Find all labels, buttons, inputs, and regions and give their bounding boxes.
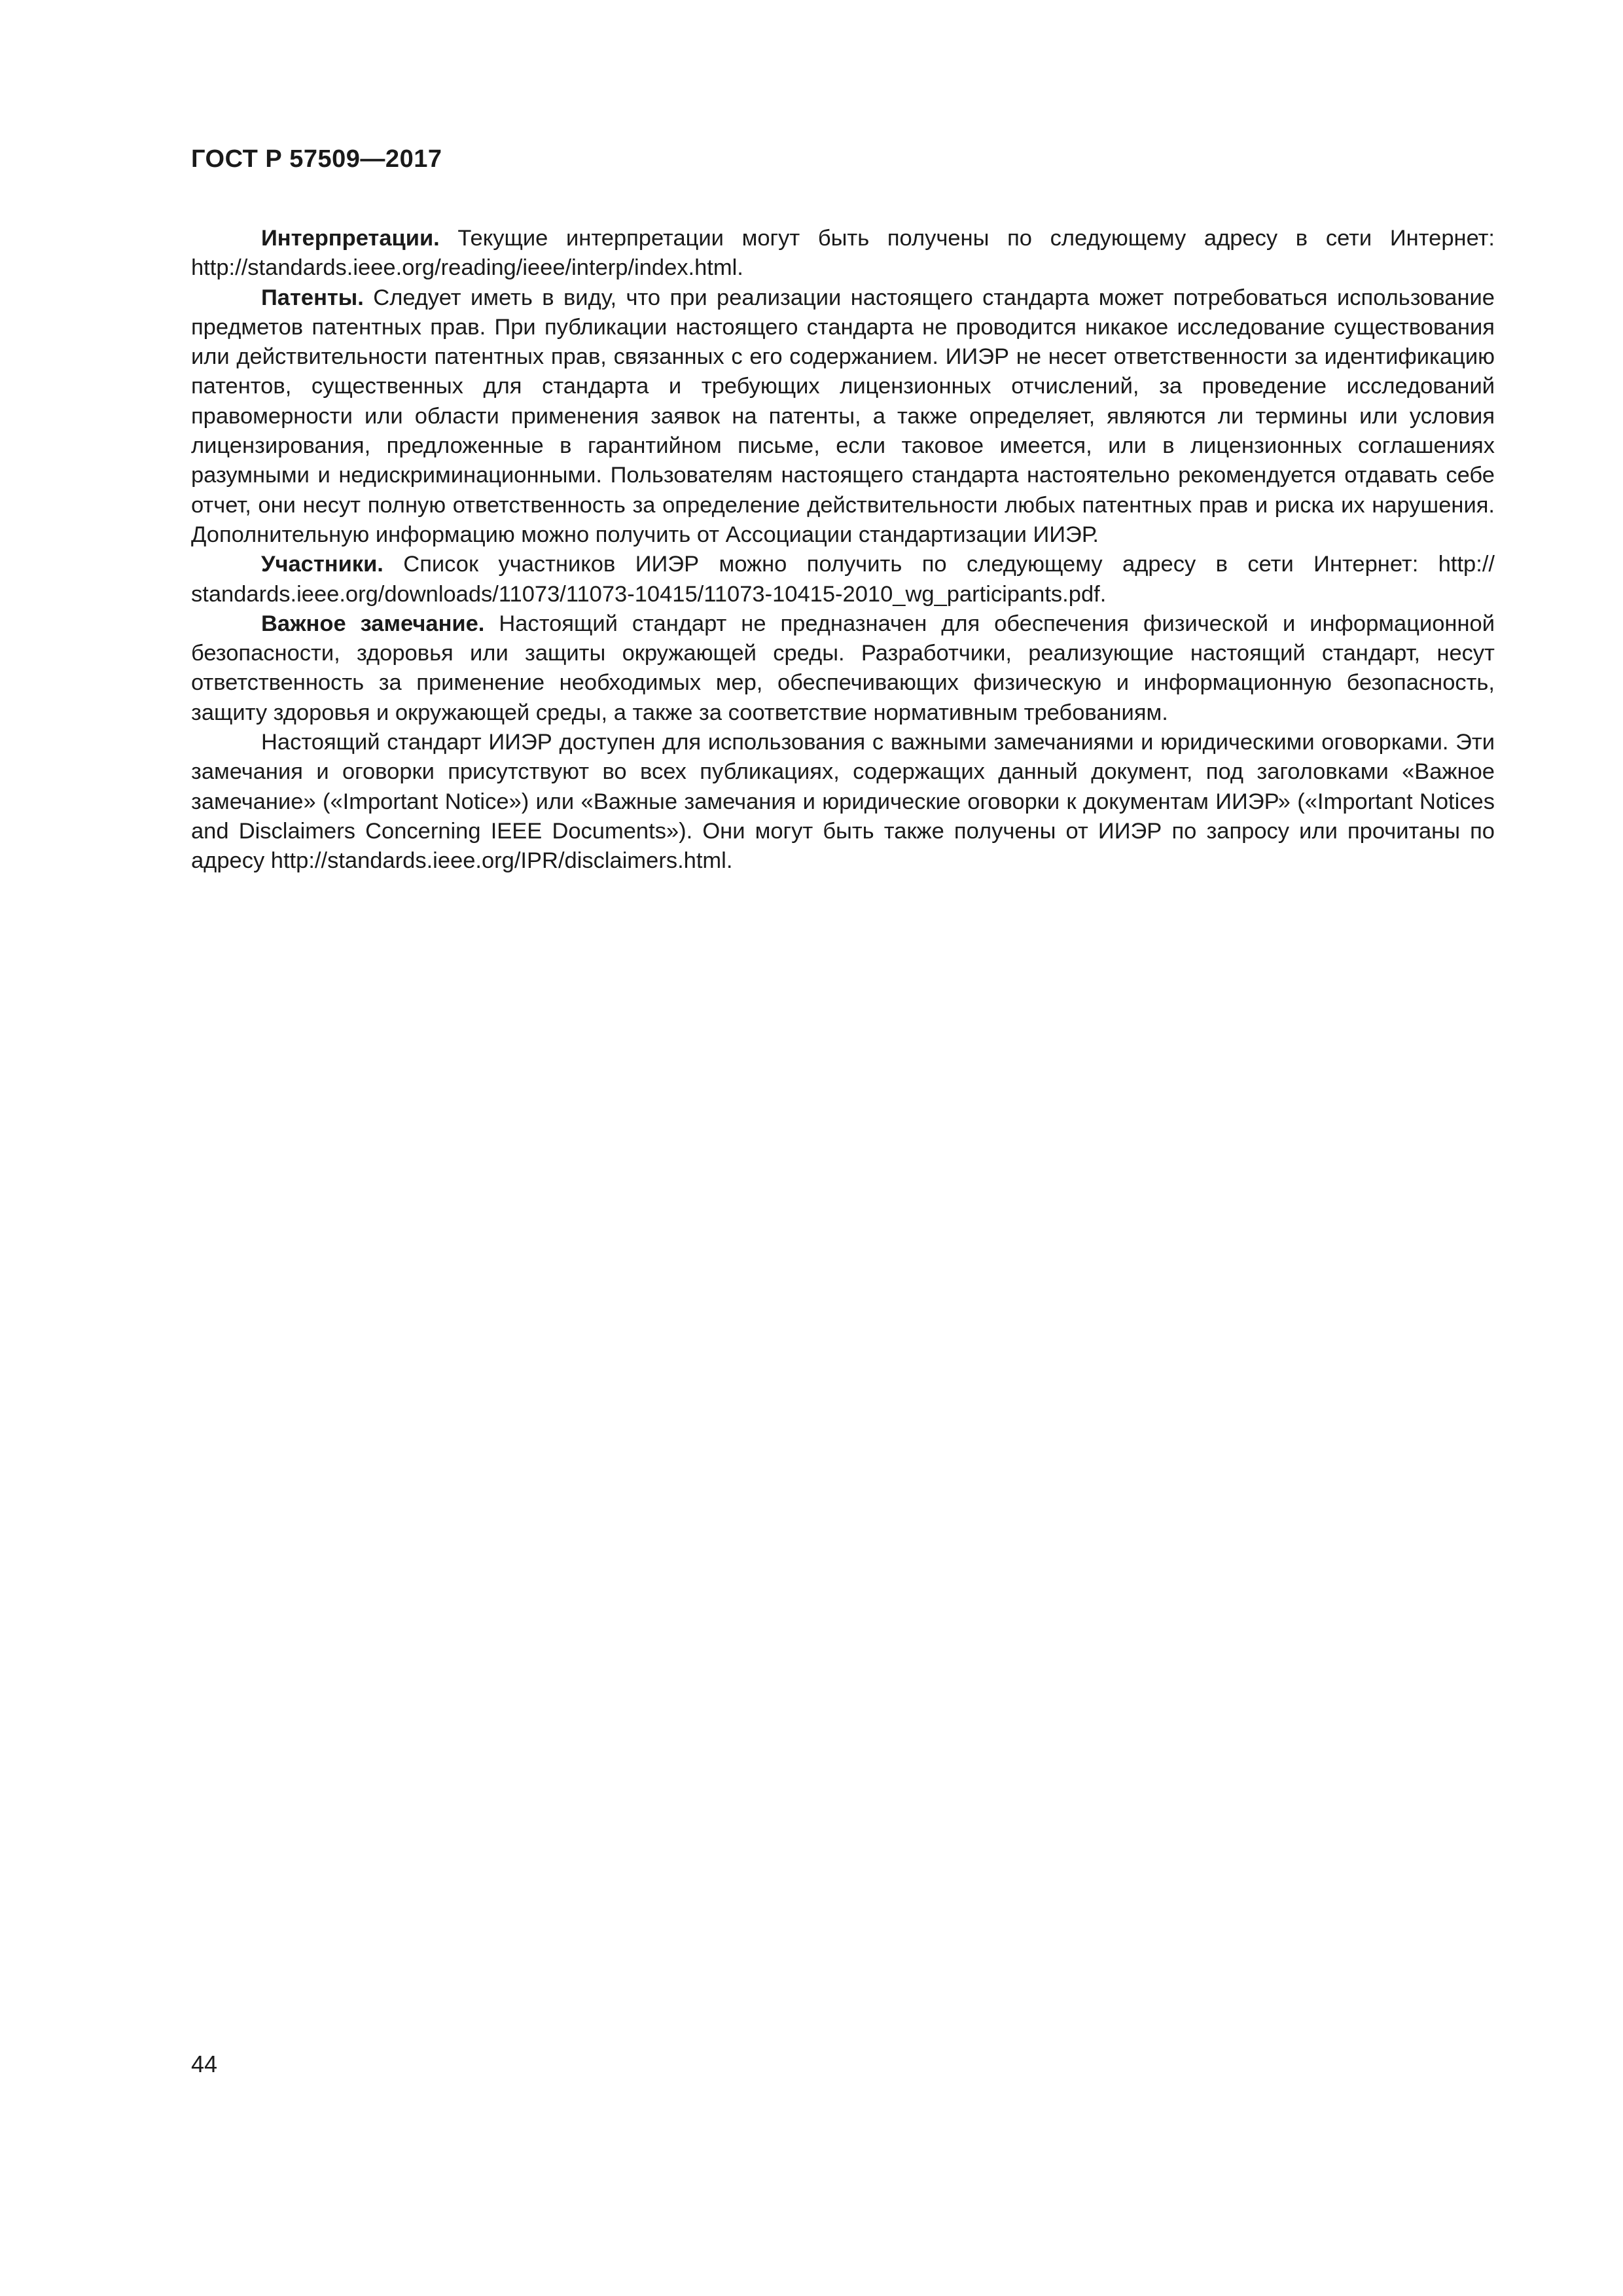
paragraph-lead: Патенты.: [261, 285, 364, 310]
paragraph-text: Следует иметь в виду, что при реализации настоящего стандарта может потребоваться использование предметов патентных прав. При публикации настоящего стандарта не проводится никакое исследование существования или действительности патентных прав, связанных с его содержанием. ИИЭР не несет ответственности за идентификацию патентов, существенных для стандарта и требующих лицензионных отчислений, за проведение исследований правомерности или области применения заявок на патенты, а также определяет, являются ли термины или условия лицензирования, предложенные в гарантийном письме, если таковое имеется, или в лицензионных соглашениях разумными и недискриминационными. Пользователям настоящего стандарта настоятельно рекомендуется отдавать себе отчет, они несут полную ответственность за определение действительности любых патентных прав и риска их нарушения. Дополнительную информацию можно получить от Ассоциации стандартизации ИИЭР.: [191, 285, 1495, 547]
paragraph-lead: Интерпретации.: [261, 226, 440, 251]
paragraph-lead: Важное замечание.: [261, 611, 485, 636]
paragraph-disclaimers: [191, 728, 1495, 876]
page-number: 44: [191, 2051, 218, 2077]
document-body: [191, 224, 1495, 876]
paragraph-interpretations: [191, 224, 1495, 283]
paragraph-text: Настоящий стандарт ИИЭР доступен для использования с важными замечаниями и юридическими оговорками. Эти замечания и оговорки присутствуют во всех публикациях, содержащих данный документ, под заголовками «Важное замечание» («Important Notice») или «Важные замечания и юридические оговорки к документам ИИЭР» («Important Notices and Disclaimers Concerning IEEE Documents»). Они могут быть также получены от ИИЭР по запросу или прочитаны по адресу http://standards.ieee.org/IPR/disclaimers.html.: [191, 730, 1495, 874]
document-code-header: ГОСТ Р 57509—2017: [191, 145, 442, 173]
paragraph-important-notice: [191, 609, 1495, 728]
paragraph-lead: Участники.: [261, 552, 383, 577]
paragraph-text: Список участников ИИЭР можно получить по следующему адресу в сети Интернет: http:// standards.ieee.org/downloads/11073/11073-10415/11073-10415-2010_wg_participants.pdf.: [191, 552, 1495, 607]
paragraph-patents: [191, 283, 1495, 550]
paragraph-participants: [191, 550, 1495, 609]
paragraph-text: Настоящий стандарт не предназначен для обеспечения физической и информационной безопасности, здоровья или защиты окружающей среды. Разработчики, реализующие настоящий стандарт, несут ответственность за применение необходимых мер, обеспечивающих физическую и информационную безопасность, защиту здоровья и окружающей среды, а также за соответствие нормативным требованиям.: [191, 611, 1495, 725]
paragraph-text: Текущие интерпретации могут быть получены по следующему адресу в сети Интернет: http://standards.ieee.org/reading/ieee/interp/index.html.: [191, 226, 1495, 281]
